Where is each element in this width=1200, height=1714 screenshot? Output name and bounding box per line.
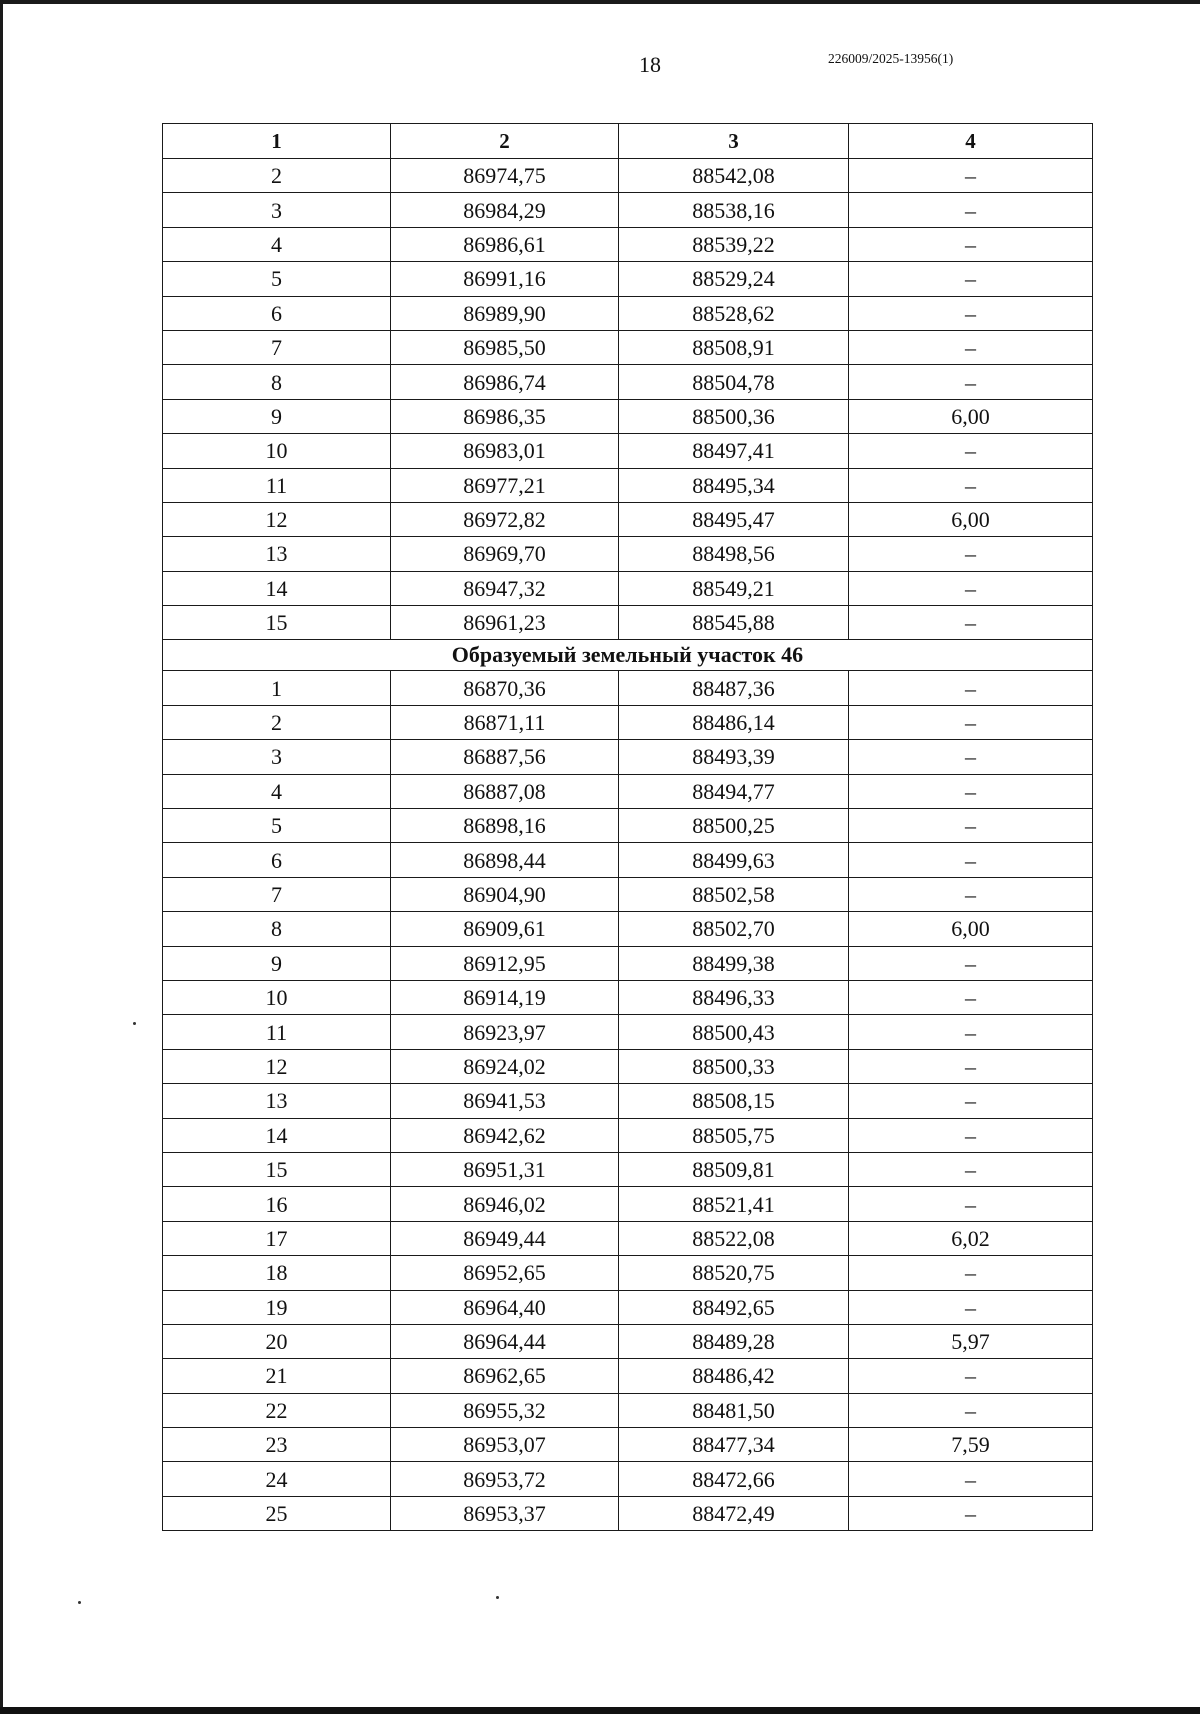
page-number: 18: [639, 52, 661, 77]
table-row: [163, 980, 1093, 1014]
table-cell: 86969,70: [391, 537, 619, 571]
table-cell: 88487,36: [619, 671, 849, 705]
table-cell: 88486,42: [619, 1359, 849, 1393]
coordinates-table-container: [162, 123, 1092, 1531]
table-cell: 7: [163, 877, 391, 911]
scan-speck: [78, 1601, 81, 1604]
table-cell: 5: [163, 809, 391, 843]
table-cell: 86955,32: [391, 1393, 619, 1427]
table-cell: 2: [163, 159, 391, 193]
section-title: Образуемый земельный участок 46: [163, 640, 1093, 671]
table-cell: –: [849, 1496, 1093, 1530]
table-cell: 88539,22: [619, 227, 849, 261]
table-cell: 86898,16: [391, 809, 619, 843]
table-row: [163, 537, 1093, 571]
table-cell: 21: [163, 1359, 391, 1393]
table-cell: 88509,81: [619, 1152, 849, 1186]
table-cell: 88493,39: [619, 740, 849, 774]
table-cell: 88508,91: [619, 330, 849, 364]
table-cell: 86974,75: [391, 159, 619, 193]
table-cell: 88520,75: [619, 1256, 849, 1290]
table-cell: 88481,50: [619, 1393, 849, 1427]
table-cell: 88492,65: [619, 1290, 849, 1324]
table-cell: –: [849, 1015, 1093, 1049]
table-row: [163, 1152, 1093, 1186]
table-cell: 86953,37: [391, 1496, 619, 1530]
table-cell: –: [849, 365, 1093, 399]
table-cell: 88496,33: [619, 980, 849, 1014]
table-cell: –: [849, 946, 1093, 980]
table-row: [163, 946, 1093, 980]
table-cell: 5: [163, 262, 391, 296]
table-cell: 6,00: [849, 399, 1093, 433]
table-cell: 22: [163, 1393, 391, 1427]
table-cell: –: [849, 606, 1093, 640]
column-header: 4: [849, 124, 1093, 159]
table-cell: 86953,72: [391, 1462, 619, 1496]
table-cell: 86986,61: [391, 227, 619, 261]
table-cell: 86952,65: [391, 1256, 619, 1290]
document-id: 226009/2025-13956(1): [828, 51, 954, 66]
page-left-border: [0, 0, 3, 1714]
table-cell: 86962,65: [391, 1359, 619, 1393]
table-cell: –: [849, 671, 1093, 705]
coordinates-table: [162, 123, 1093, 1531]
table-cell: 88495,47: [619, 502, 849, 536]
table-cell: 25: [163, 1496, 391, 1530]
table-cell: 88500,43: [619, 1015, 849, 1049]
table-cell: –: [849, 1393, 1093, 1427]
table-cell: 88504,78: [619, 365, 849, 399]
table-cell: 86914,19: [391, 980, 619, 1014]
table-cell: 86887,08: [391, 774, 619, 808]
table-row: [163, 399, 1093, 433]
table-row: [163, 606, 1093, 640]
table-cell: 14: [163, 571, 391, 605]
table-cell: 10: [163, 980, 391, 1014]
table-cell: 3: [163, 193, 391, 227]
table-cell: 18: [163, 1256, 391, 1290]
table-cell: 88505,75: [619, 1118, 849, 1152]
table-row: [163, 671, 1093, 705]
table-row: [163, 468, 1093, 502]
table-cell: 88522,08: [619, 1221, 849, 1255]
table-cell: 1: [163, 671, 391, 705]
table-cell: 16: [163, 1187, 391, 1221]
table-cell: 86941,53: [391, 1084, 619, 1118]
table-cell: 15: [163, 1152, 391, 1186]
table-row: [163, 1462, 1093, 1496]
table-cell: –: [849, 1462, 1093, 1496]
table-row: [163, 296, 1093, 330]
table-cell: 17: [163, 1221, 391, 1255]
table-cell: 86983,01: [391, 434, 619, 468]
table-cell: –: [849, 980, 1093, 1014]
table-cell: 88498,56: [619, 537, 849, 571]
table-row: [163, 262, 1093, 296]
table-cell: –: [849, 877, 1093, 911]
table-row: [163, 502, 1093, 536]
table-cell: 9: [163, 946, 391, 980]
table-cell: –: [849, 740, 1093, 774]
table-row: [163, 843, 1093, 877]
table-cell: –: [849, 193, 1093, 227]
table-cell: 13: [163, 1084, 391, 1118]
table-row: [163, 1118, 1093, 1152]
table-cell: 86904,90: [391, 877, 619, 911]
table-cell: 6: [163, 296, 391, 330]
table-cell: 88549,21: [619, 571, 849, 605]
table-row: [163, 1084, 1093, 1118]
table-cell: 7,59: [849, 1428, 1093, 1462]
table-cell: 86989,90: [391, 296, 619, 330]
table-cell: 86946,02: [391, 1187, 619, 1221]
table-cell: 86923,97: [391, 1015, 619, 1049]
table-cell: 6,02: [849, 1221, 1093, 1255]
table-cell: 23: [163, 1428, 391, 1462]
table-cell: –: [849, 1256, 1093, 1290]
table-cell: –: [849, 843, 1093, 877]
table-cell: –: [849, 1049, 1093, 1083]
table-cell: 6,00: [849, 502, 1093, 536]
table-cell: 10: [163, 434, 391, 468]
table-cell: 7: [163, 330, 391, 364]
table-cell: 8: [163, 365, 391, 399]
table-cell: 88500,36: [619, 399, 849, 433]
table-row: [163, 365, 1093, 399]
table-row: [163, 1496, 1093, 1530]
table-cell: –: [849, 1084, 1093, 1118]
table-cell: –: [849, 1118, 1093, 1152]
coordinates-table-body: [163, 124, 1093, 1531]
table-cell: 86942,62: [391, 1118, 619, 1152]
table-cell: –: [849, 1359, 1093, 1393]
table-cell: –: [849, 774, 1093, 808]
table-cell: 86964,44: [391, 1324, 619, 1358]
table-row: [163, 1256, 1093, 1290]
table-cell: 4: [163, 774, 391, 808]
table-cell: –: [849, 227, 1093, 261]
table-row: [163, 809, 1093, 843]
table-cell: 6,00: [849, 912, 1093, 946]
table-cell: 5,97: [849, 1324, 1093, 1358]
table-cell: 86961,23: [391, 606, 619, 640]
table-cell: –: [849, 809, 1093, 843]
table-cell: 2: [163, 705, 391, 739]
table-cell: 4: [163, 227, 391, 261]
table-cell: –: [849, 571, 1093, 605]
table-cell: 13: [163, 537, 391, 571]
table-cell: 86964,40: [391, 1290, 619, 1324]
table-cell: 86986,35: [391, 399, 619, 433]
page-top-border: [0, 0, 1200, 4]
table-cell: 24: [163, 1462, 391, 1496]
table-row: [163, 193, 1093, 227]
table-cell: 86898,44: [391, 843, 619, 877]
table-row: [163, 1187, 1093, 1221]
page-bottom-border: [0, 1707, 1200, 1714]
table-cell: 86909,61: [391, 912, 619, 946]
table-cell: 86985,50: [391, 330, 619, 364]
table-cell: –: [849, 1152, 1093, 1186]
table-cell: 88502,58: [619, 877, 849, 911]
table-cell: 8: [163, 912, 391, 946]
table-cell: 14: [163, 1118, 391, 1152]
table-cell: 86924,02: [391, 1049, 619, 1083]
table-cell: 88477,34: [619, 1428, 849, 1462]
table-cell: 6: [163, 843, 391, 877]
table-cell: 88500,33: [619, 1049, 849, 1083]
table-header-row: [163, 124, 1093, 159]
table-cell: 86984,29: [391, 193, 619, 227]
table-cell: 86871,11: [391, 705, 619, 739]
table-cell: 15: [163, 606, 391, 640]
table-cell: 88494,77: [619, 774, 849, 808]
table-row: [163, 774, 1093, 808]
table-cell: 88489,28: [619, 1324, 849, 1358]
column-header: 3: [619, 124, 849, 159]
section-heading-row: [163, 640, 1093, 671]
table-cell: 86912,95: [391, 946, 619, 980]
table-cell: 19: [163, 1290, 391, 1324]
column-header: 2: [391, 124, 619, 159]
table-cell: –: [849, 159, 1093, 193]
table-cell: –: [849, 330, 1093, 364]
table-row: [163, 705, 1093, 739]
table-row: [163, 1428, 1093, 1462]
table-cell: 88472,66: [619, 1462, 849, 1496]
table-cell: 88495,34: [619, 468, 849, 502]
table-cell: 88502,70: [619, 912, 849, 946]
table-cell: 86949,44: [391, 1221, 619, 1255]
column-header: 1: [163, 124, 391, 159]
table-cell: –: [849, 1187, 1093, 1221]
table-cell: –: [849, 537, 1093, 571]
table-row: [163, 1290, 1093, 1324]
table-cell: –: [849, 468, 1093, 502]
table-cell: 12: [163, 502, 391, 536]
table-cell: 88529,24: [619, 262, 849, 296]
scan-speck: [133, 1022, 136, 1025]
table-cell: 88508,15: [619, 1084, 849, 1118]
table-cell: 88500,25: [619, 809, 849, 843]
table-cell: 88472,49: [619, 1496, 849, 1530]
table-row: [163, 877, 1093, 911]
table-cell: 86991,16: [391, 262, 619, 296]
table-cell: –: [849, 262, 1093, 296]
table-cell: 86951,31: [391, 1152, 619, 1186]
table-cell: 86870,36: [391, 671, 619, 705]
table-row: [163, 159, 1093, 193]
table-cell: 86986,74: [391, 365, 619, 399]
table-cell: 88521,41: [619, 1187, 849, 1221]
table-cell: 11: [163, 468, 391, 502]
table-row: [163, 912, 1093, 946]
table-cell: 86887,56: [391, 740, 619, 774]
table-cell: –: [849, 705, 1093, 739]
table-row: [163, 1221, 1093, 1255]
table-cell: 9: [163, 399, 391, 433]
scan-speck: [496, 1596, 499, 1599]
table-cell: 86972,82: [391, 502, 619, 536]
table-cell: 88542,08: [619, 159, 849, 193]
table-cell: 88538,16: [619, 193, 849, 227]
table-cell: 20: [163, 1324, 391, 1358]
table-row: [163, 1049, 1093, 1083]
table-cell: 11: [163, 1015, 391, 1049]
table-row: [163, 571, 1093, 605]
table-cell: 88497,41: [619, 434, 849, 468]
table-cell: 86947,32: [391, 571, 619, 605]
table-cell: 86953,07: [391, 1428, 619, 1462]
table-row: [163, 330, 1093, 364]
table-cell: 88545,88: [619, 606, 849, 640]
table-cell: 88528,62: [619, 296, 849, 330]
table-row: [163, 1324, 1093, 1358]
table-cell: –: [849, 296, 1093, 330]
table-cell: 88486,14: [619, 705, 849, 739]
table-cell: 88499,38: [619, 946, 849, 980]
table-cell: 86977,21: [391, 468, 619, 502]
table-cell: –: [849, 434, 1093, 468]
table-row: [163, 1359, 1093, 1393]
table-row: [163, 1393, 1093, 1427]
table-row: [163, 434, 1093, 468]
table-cell: 88499,63: [619, 843, 849, 877]
table-row: [163, 1015, 1093, 1049]
table-cell: 3: [163, 740, 391, 774]
table-row: [163, 227, 1093, 261]
table-cell: 12: [163, 1049, 391, 1083]
table-cell: –: [849, 1290, 1093, 1324]
table-row: [163, 740, 1093, 774]
